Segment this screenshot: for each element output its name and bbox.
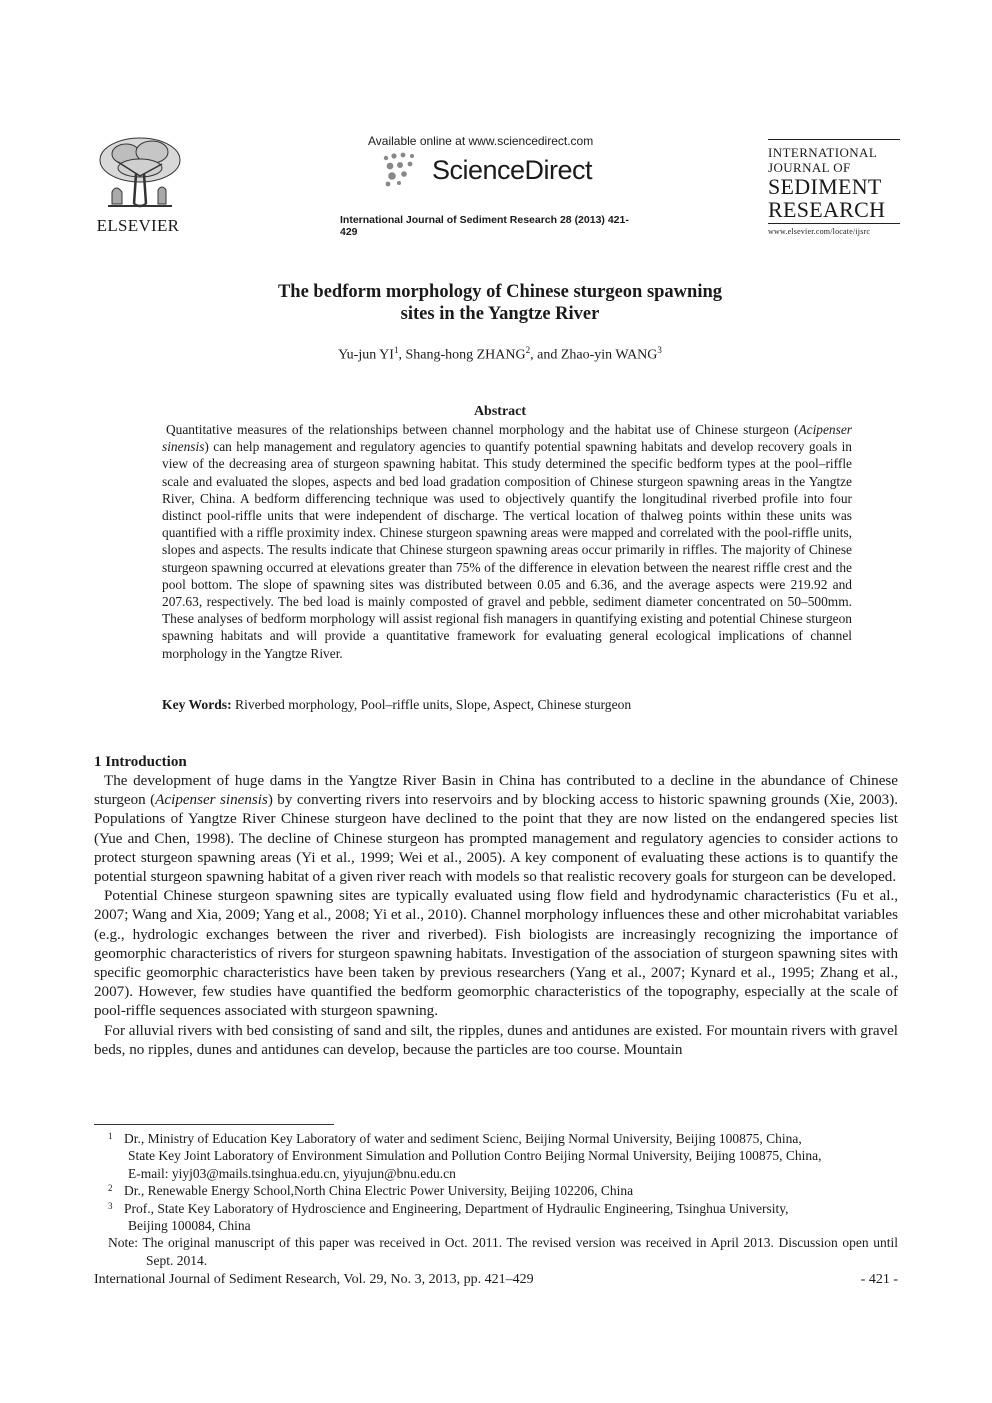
sciencedirect-logo xyxy=(340,134,650,188)
abstract-text xyxy=(162,421,852,662)
title-line-1: The bedform morphology of Chinese sturgeon spawning xyxy=(277,282,723,302)
abstract-part: Quantitative measures of the relationships between channel morphology and the habitat use of Chinese sturgeon ( xyxy=(166,422,799,437)
abstract-heading: Abstract xyxy=(473,404,527,419)
paragraph: Potential Chinese sturgeon spawning sites are typically evaluated using flow field and hydrodynamic characteristics (Fu et al., 2007; Wang and Xia, 2009; Yang et al., 2008; Yi et al., 2010). Channel morphology influences these and other microhabitat variables (e.g., hydrologic exchanges between the river and riverbed). Fish biologists are increasingly recognizing the importance of geomorphic characteristics of rivers for sturgeon spawning habitats. Investigation of the association of sturgeon spawning sites with specific geomorphic characteristics have been taken by previous researchers (Yang et al., 2007; Kynard et al., 1995; Zhang et al., 2007). However, few studies have quantified the bedform geomorphic characteristics of the topography, especially at the scale of pool-riffle sequences associated with sturgeon spawning. xyxy=(94,888,898,1020)
footnote-2 xyxy=(108,1182,898,1199)
paragraph-text: ) by converting rivers into reservoirs and by blocking access to historic spawning grounds (Xie, 2003). Populations of Yangtze River Chinese sturgeon have declined to the point that they are now listed on the endangered species list (Yue and Chen, 1998). The decline of Chinese sturgeon has prompted management and regulatory agencies to consider actions to protect sturgeon spawning areas (Yi et al., 1999; Wei et al., 2005). A key component of evaluating these actions is to quantify the potential sturgeon spawning habitat of a given river reach with models so that realistic recovery goals for sturgeon can be developed. xyxy=(94,792,898,886)
author-separator: , and xyxy=(530,347,561,363)
abstract-part: ) can help management and regulatory agencies to quantify potential spawning habitats and develop recovery goals in view of the decreasing area of sturgeon spawning habitat. This study determined the specific bedform types at the pool–riffle scale and evaluated the slopes, aspects and bed load gradation composition of Chinese sturgeon spawning areas in the Yangtze River, China. A bedform differencing technique was used to objectively quantify the longitudinal riverbed profile into four distinct pool-riffle units that were independent of discharge. The vertical location of thalweg points within these units was quantified with a riffle proximity index. Chinese sturgeon spawning areas were mapped and correlated with the pool-riffle units, slopes and aspects. The results indicate that Chinese sturgeon spawning areas occur primarily in riffles. The majority of Chinese sturgeon spawning occurred at elevations greater than 75% of the difference in elevation between the nearest riffle crest and the pool bottom. The slope of spawning sites was distributed between 0.05 and 6.36, and the average aspects were 219.92 and 207.63, respectively. The bed load is mainly composted of gravel and pebble, sediment diameter concentrated on 50–500mm. These analyses of bedform morphology will assist regional fish managers in quantifying existing and potential Chinese sturgeon spawning habitats and will provide a quantitative framework for evaluating general ecological implications of channel morphology in the Yangtze River. xyxy=(162,439,852,661)
paragraph-species: Acipenser sinensis xyxy=(155,792,268,809)
author-name: Shang-hong ZHANG xyxy=(405,347,526,363)
paragraph-text: The development of huge dams in the Yangtze River Basin in China has contributed to a decline in the abundance of Chinese sturgeon ( xyxy=(94,773,898,809)
paragraph: For alluvial rivers with bed consisting of sand and silt, the ripples, dunes and antidunes are existed. For mountain rivers with gravel beds, no ripples, dunes and antidunes can develop, because the particles are too course. Mountain xyxy=(94,1022,898,1058)
footnote-number: 2 xyxy=(108,1183,113,1194)
journal-url[interactable]: www.elsevier.com/locate/ijsrc xyxy=(768,227,871,236)
journal-citation-header: International Journal of Sediment Research 28 (2013) 421-429 xyxy=(340,214,629,238)
footnote-email[interactable]: E-mail: yiyj03@mails.tsinghua.edu.cn, yiyujun@bnu.edu.cn xyxy=(128,1165,456,1181)
logo-line-sediment: SEDIMENT xyxy=(768,174,882,199)
author-separator: , xyxy=(398,347,406,363)
footnote-line: Dr., Renewable Energy School,North China Electric Power University, Beijing 102206, China xyxy=(124,1183,634,1199)
title-line-2: sites in the Yangtze River xyxy=(400,304,600,324)
keywords-label: Key Words: xyxy=(162,697,232,712)
logo-line-international: INTERNATIONAL xyxy=(768,145,878,160)
elsevier-tree-icon xyxy=(88,134,188,216)
elsevier-logo xyxy=(88,134,188,234)
abstract-species: Acipenser sinensis xyxy=(162,422,852,455)
page-number: - 421 - xyxy=(860,1272,898,1287)
footnote-number: 3 xyxy=(108,1200,113,1211)
author-affiliation-mark: 2 xyxy=(525,345,531,355)
author-affiliation-mark: 1 xyxy=(393,345,399,355)
sciencedirect-dots-icon xyxy=(382,152,426,188)
introduction-body xyxy=(94,772,898,1060)
manuscript-note: Note: The original manuscript of this paper was received in Oct. 2011. The revised version was received in April 2013. Discussion open until Sept. 2014. xyxy=(108,1235,898,1268)
paper-title xyxy=(190,281,810,325)
journal-logo xyxy=(768,139,900,236)
keywords xyxy=(162,697,852,713)
elsevier-wordmark: ELSEVIER xyxy=(96,216,180,235)
author-name: Yu-jun YI xyxy=(338,347,394,363)
author-affiliation-mark: 3 xyxy=(657,345,662,355)
sciencedirect-name: ScienceDirect xyxy=(432,154,593,185)
section-heading-introduction: 1 Introduction xyxy=(94,754,187,770)
page-footer xyxy=(94,1272,898,1288)
author-list xyxy=(190,345,810,364)
logo-line-journal-of: JOURNAL OF xyxy=(768,160,851,175)
footnote-line: Prof., State Key Laboratory of Hydroscience and Engineering, Department of Hydraulic Engineering, Tsinghua University, xyxy=(124,1200,789,1216)
footnote-line: Dr., Ministry of Education Key Laboratory of water and sediment Scienc, Beijing Normal University, Beijing 100875, China, xyxy=(124,1131,802,1146)
logo-rule-bottom xyxy=(768,223,900,224)
footnotes xyxy=(108,1130,898,1269)
footnote-3 xyxy=(108,1200,898,1235)
author-name: Zhao-yin WANG xyxy=(560,347,658,363)
footnote-line: Beijing 100084, China xyxy=(128,1218,251,1234)
footer-citation: International Journal of Sediment Research, Vol. 29, No. 3, 2013, pp. 421–429 xyxy=(94,1272,534,1287)
keywords-list: Riverbed morphology, Pool–riffle units, Slope, Aspect, Chinese sturgeon xyxy=(235,697,632,712)
logo-line-research: RESEARCH xyxy=(768,197,886,222)
footnote-separator xyxy=(94,1124,334,1125)
footnote-1 xyxy=(108,1130,898,1182)
available-online-text: Available online at www.sciencedirect.com xyxy=(368,134,594,148)
logo-rule-top xyxy=(768,139,900,140)
footnote-number: 1 xyxy=(108,1131,113,1141)
paragraph xyxy=(94,772,898,887)
footnote-line: State Key Joint Laboratory of Environment Simulation and Pollution Contro Beijing Normal University, Beijing 100875, China, xyxy=(128,1148,822,1164)
